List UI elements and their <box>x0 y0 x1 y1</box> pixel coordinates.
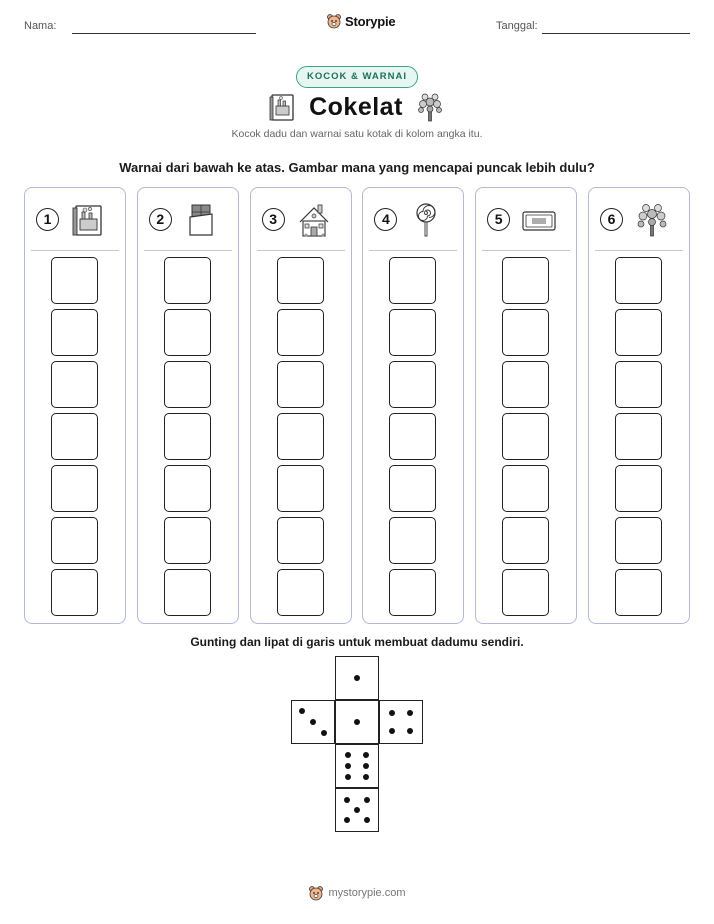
color-box[interactable] <box>277 257 324 304</box>
die-pip <box>363 763 369 769</box>
die-pip <box>407 728 413 734</box>
color-box[interactable] <box>502 569 549 616</box>
color-box[interactable] <box>502 517 549 564</box>
die-pip <box>363 774 369 780</box>
die-pip <box>363 752 369 758</box>
color-box[interactable] <box>615 257 662 304</box>
color-box[interactable] <box>615 517 662 564</box>
die-pip <box>345 774 351 780</box>
die-face-6 <box>335 744 379 788</box>
date-label: Tanggal: <box>496 20 538 32</box>
color-box[interactable] <box>164 413 211 460</box>
die-face-1 <box>335 656 379 700</box>
die-pip <box>389 728 395 734</box>
column-number: 1 <box>36 208 59 231</box>
color-box[interactable] <box>277 361 324 408</box>
column-number: 5 <box>487 208 510 231</box>
column-divider <box>31 250 119 251</box>
cut-instruction: Gunting dan lipat di garis untuk membuat dadumu sendiri. <box>190 635 524 649</box>
die-pip <box>310 719 316 725</box>
die-face-3 <box>291 700 335 744</box>
color-box[interactable] <box>389 257 436 304</box>
column-4 <box>362 187 464 624</box>
page-title: Cokelat <box>309 92 403 121</box>
column-number: 4 <box>374 208 397 231</box>
candy-tree-icon <box>634 202 670 238</box>
color-box[interactable] <box>389 361 436 408</box>
column-divider <box>144 250 232 251</box>
name-label: Nama: <box>24 20 57 32</box>
color-box[interactable] <box>164 569 211 616</box>
brand-logo <box>326 13 395 29</box>
name-line <box>72 33 256 34</box>
factory-book-icon <box>70 202 106 238</box>
subtitle: Kocok dadu dan warnai satu kotak di kolom angka itu. <box>231 128 483 140</box>
color-box[interactable] <box>51 517 98 564</box>
die-pip <box>364 817 370 823</box>
die-pip <box>389 710 395 716</box>
candy-tree-icon <box>415 92 445 122</box>
color-box[interactable] <box>164 257 211 304</box>
column-5 <box>475 187 577 624</box>
die-pip <box>345 763 351 769</box>
color-box[interactable] <box>615 465 662 512</box>
column-divider <box>595 250 683 251</box>
brand-name: Storypie <box>345 13 396 29</box>
color-box[interactable] <box>389 517 436 564</box>
column-1 <box>24 187 126 624</box>
color-box[interactable] <box>164 309 211 356</box>
color-box[interactable] <box>277 517 324 564</box>
color-box[interactable] <box>502 257 549 304</box>
die-face-1 <box>335 700 379 744</box>
color-box[interactable] <box>51 361 98 408</box>
color-box[interactable] <box>502 309 549 356</box>
die-face-4 <box>379 700 423 744</box>
column-3 <box>250 187 352 624</box>
color-box[interactable] <box>389 309 436 356</box>
color-box[interactable] <box>277 465 324 512</box>
color-box[interactable] <box>615 361 662 408</box>
column-number: 6 <box>600 208 623 231</box>
factory-book-icon <box>269 92 297 122</box>
die-pip <box>354 675 360 681</box>
color-box[interactable] <box>164 465 211 512</box>
title-row <box>0 92 714 122</box>
chocolate-bar-icon <box>183 202 219 238</box>
column-divider <box>482 250 570 251</box>
lollipop-icon <box>408 202 444 238</box>
color-box[interactable] <box>51 257 98 304</box>
die-pip <box>354 807 360 813</box>
column-number: 3 <box>262 208 285 231</box>
storypie-bear-icon <box>326 13 342 29</box>
die-pip <box>344 817 350 823</box>
color-box[interactable] <box>615 309 662 356</box>
column-divider <box>257 250 345 251</box>
footer-url[interactable]: mystorypie.com <box>328 887 406 899</box>
golden-ticket-icon <box>521 202 557 238</box>
storypie-bear-icon <box>308 885 324 901</box>
color-box[interactable] <box>51 413 98 460</box>
color-box[interactable] <box>502 465 549 512</box>
footer <box>0 885 714 901</box>
color-box[interactable] <box>164 361 211 408</box>
die-pip <box>345 752 351 758</box>
activity-badge: KOCOK & WARNAI <box>296 66 418 88</box>
die-pip <box>407 710 413 716</box>
column-6 <box>588 187 690 624</box>
date-line <box>542 33 690 34</box>
color-columns <box>24 187 690 624</box>
color-box[interactable] <box>277 569 324 616</box>
color-box[interactable] <box>51 309 98 356</box>
column-2 <box>137 187 239 624</box>
die-pip <box>354 719 360 725</box>
die-face-5 <box>335 788 379 832</box>
color-box[interactable] <box>615 569 662 616</box>
color-box[interactable] <box>502 361 549 408</box>
color-box[interactable] <box>277 413 324 460</box>
die-pip <box>364 797 370 803</box>
color-box[interactable] <box>277 309 324 356</box>
color-box[interactable] <box>51 465 98 512</box>
die-pip <box>299 708 305 714</box>
color-box[interactable] <box>164 517 211 564</box>
color-box[interactable] <box>502 413 549 460</box>
color-box[interactable] <box>389 413 436 460</box>
color-box[interactable] <box>389 569 436 616</box>
candy-house-icon <box>296 202 332 238</box>
color-box[interactable] <box>51 569 98 616</box>
die-pip <box>344 797 350 803</box>
die-pip <box>321 730 327 736</box>
color-box[interactable] <box>615 413 662 460</box>
column-number: 2 <box>149 208 172 231</box>
instruction: Warnai dari bawah ke atas. Gambar mana yang mencapai puncak lebih dulu? <box>119 160 595 175</box>
color-box[interactable] <box>389 465 436 512</box>
column-divider <box>369 250 457 251</box>
